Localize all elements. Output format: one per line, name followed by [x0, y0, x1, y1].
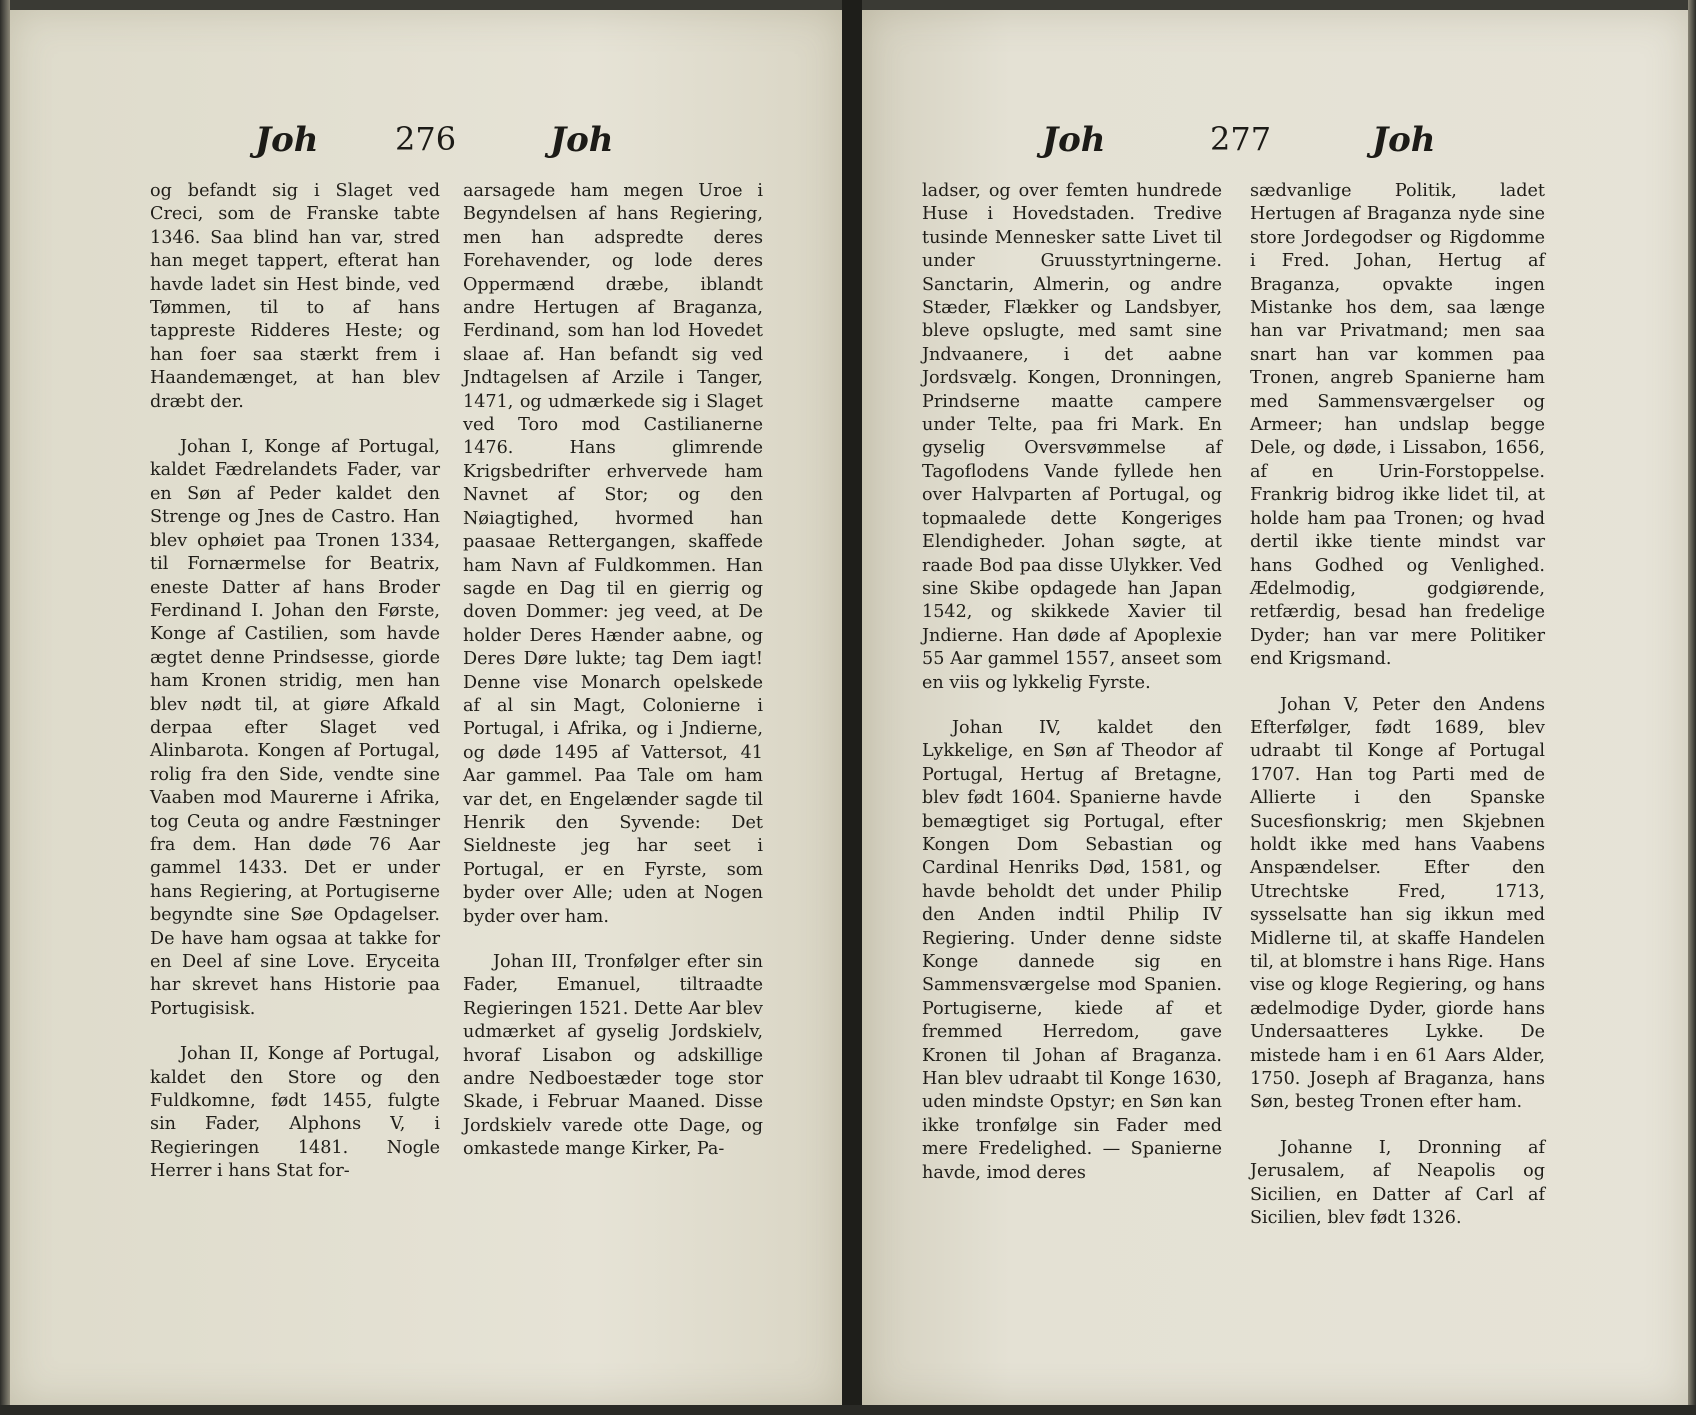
left-header-catchword-left: Joh: [255, 120, 319, 160]
entry-paragraph: Johan III, Tronfølger efter sin Fader, Emanuel, tiltraadte Regieringen 1521. Dette Aar blev udmærket af gyselig Jordskielv, hvoraf Lisabon og adskillige andre Nedboestæder toge stor Skade, i Februar Maaned. Disse Jordskielv varede otte Dage, og omkastede mange Kirker, Pa-: [463, 952, 763, 1160]
left-page-column-2: [463, 180, 763, 1162]
right-header-catchword-right: Joh: [1372, 120, 1436, 160]
left-page-header: [10, 120, 842, 170]
entry-paragraph: Johan I, Konge af Portugal, kaldet Fædrelandets Fader, var en Søn af Peder kaldet den Strenge og Jnes de Castro. Han blev ophøiet paa Tronen 1334, til Fornærmelse for Beatrix, eneste Datter af hans Broder Ferdinand I. Johan den Første, Konge af Castilien, som havde ægtet denne Prindsesse, giorde ham Kronen stridig, men han blev nødt til, at giøre Afkald derpaa efter Slaget ved Alinbarota. Kongen af Portugal, rolig fra den Side, vendte sine Vaaben mod Maurerne i Afrika, tog Ceuta og andre Fæstninger fra dem. Han døde 76 Aar gammel 1433. Det er under hans Regiering, at Portugiserne begyndte sine Søe Opdagelser. De have ham ogsaa at takke for en Deel af sine Love. Eryceita har skrevet hans Historie paa Portugisisk.: [150, 437, 440, 1019]
continued-paragraph: og befandt sig i Slaget ved Creci, som de Franske tabte 1346. Saa blind han var, stred han meget tappert, efterat han havde ladet sin Hest binde, ved Tømmen, til to af hans tappreste Ridderes Heste; og han foer saa stærkt frem i Haandemænget, at han blev dræbt der.: [150, 181, 440, 412]
right-header-catchword-left: Joh: [1042, 120, 1106, 160]
right-page-edges: [1688, 0, 1696, 1415]
entry-paragraph: Johanne I, Dronning af Jerusalem, af Neapolis og Sicilien, en Datter af Carl af Sicilien, blev født 1326.: [1250, 1137, 1545, 1229]
continued-paragraph: sædvanlige Politik, ladet Hertugen af Braganza nyde sine store Jordegodser og Rigdomme i Fred. Johan, Hertug af Braganza, opvakte ingen Mistanke hos dem, saa længe han var Privatmand; men saa snart han var kommen paa Tronen, angreb Spanierne ham med Sammensværgelser og Armeer; han undslap begge Dele, og døde, i Lissabon, 1656, af en Urin-Forstoppelse. Frankrig bidrog ikke lidet til, at holde ham paa Tronen; og hvad dertil ikke tiente mindst var hans Godhed og Venlighed. Ædelmodig, godgiørende, retfærdig, besad han fredelige Dyder; han var mere Politiker end Krigsmand.: [1250, 181, 1545, 670]
left-header-catchword-right: Joh: [550, 120, 614, 160]
book-gutter: [842, 0, 862, 1415]
right-page-number: 277: [1210, 120, 1272, 158]
left-page-number: 276: [395, 120, 457, 158]
entry-paragraph: Johan II, Konge af Portugal, kaldet den Store og den Fuldkomne, født 1455, fulgte sin Fader, Alphons V, i Regieringen 1481. Nogle Herrer i hans Stat for-: [150, 1044, 440, 1182]
right-page-column-1: [922, 180, 1222, 1185]
continued-paragraph: ladser, og over femten hundrede Huse i Hovedstaden. Tredive tusinde Mennesker satte Livet til under Gruusstyrtningerne. Sanctarin, Almerin, og andre Stæder, Flækker og Landsbyer, bleve opslugte, med samt sine Jndvaanere, i det aabne Jordsvælg. Kongen, Dronningen, Prindserne maatte campere under Telte, paa fri Mark. En gyselig Oversvømmelse af Tagoflodens Vande fyllede hen over Halvparten af Portugal, og topmaalede dette Kongeriges Elendigheder. Johan søgte, at raade Bod paa disse Ulykker. Ved sine Skibe opdagede han Japan 1542, og skikkede Xavier til Jndierne. Han døde af Apoplexie 55 Aar gammel 1557, anseet som en viis og lykkelig Fyrste.: [922, 181, 1222, 693]
right-page: [862, 10, 1688, 1405]
book-bottom-edge: [0, 1405, 1696, 1415]
left-page-edges: [0, 0, 10, 1415]
entry-paragraph: Johan V, Peter den Andens Efterfølger, født 1689, blev udraabt til Konge af Portugal 1707. Han tog Parti med de Allierte i den Spanske Sucesfionskrig; men Skjebnen holdt ikke med hans Vaabens Anspændelser. Efter den Utrechtske Fred, 1713, sysselsatte han sig ikkun med Midlerne til, at skaffe Handelen til, at blomstre i hans Rige. Hans vise og kloge Regiering, og hans ædelmodige Dyder, giorde hans Undersaatteres Lykke. De mistede ham i en 61 Aars Alder, 1750. Joseph af Braganza, hans Søn, besteg Tronen efter ham.: [1250, 694, 1545, 1113]
right-page-column-2: [1250, 180, 1545, 1230]
right-page-header: [862, 120, 1688, 170]
left-page: [10, 10, 842, 1405]
entry-paragraph: Johan IV, kaldet den Lykkelige, en Søn af Theodor af Portugal, Hertug af Bretagne, blev født 1604. Spanierne havde bemægtiget sig Portugal, efter Kongen Dom Sebastian og Cardinal Henriks Død, 1581, og havde beholdt det under Philip den Anden indtil Philip IV Regiering. Under denne sidste Konge dannede sig en Sammensværgelse mod Spanien. Portugiserne, kiede af et fremmed Herredom, gave Kronen til Johan af Braganza. Han blev udraabt til Konge 1630, uden mindste Opstyr; en Søn kan ikke tronfølge sin Fader med mere Fredelighed. — Spanierne havde, imod deres: [922, 717, 1222, 1183]
left-page-column-1: [150, 180, 440, 1184]
continued-paragraph: aarsagede ham megen Uroe i Begyndelsen af hans Regiering, men han adspredte deres Forehavender, og lode deres Oppermænd dræbe, iblandt andre Hertugen af Braganza, Ferdinand, som han lod Hovedet slaae af. Han befandt sig ved Jndtagelsen af Arzile i Tanger, 1471, og udmærkede sig i Slaget ved Toro mod Castilianerne 1476. Hans glimrende Krigsbedrifter erhvervede ham Navnet af Stor; og den Nøiagtighed, hvormed han paasaae Rettergangen, skaffede ham Navn af Fuldkommen. Han sagde en Dag til en gierrig og doven Dommer: jeg veed, at De holder Deres Hænder aabne, og Deres Døre lukte; tag Dem iagt! Denne vise Monarch opelskede af al sin Magt, Colonierne i Portugal, i Afrika, og i Jndierne, og døde 1495 af Vattersot, 41 Aar gammel. Paa Tale om ham var det, en Engelænder sagde til Henrik den Syvende: Det Sieldneste jeg har seet i Portugal, er en Fyrste, som byder over Alle; uden at Nogen byder over ham.: [463, 181, 763, 927]
